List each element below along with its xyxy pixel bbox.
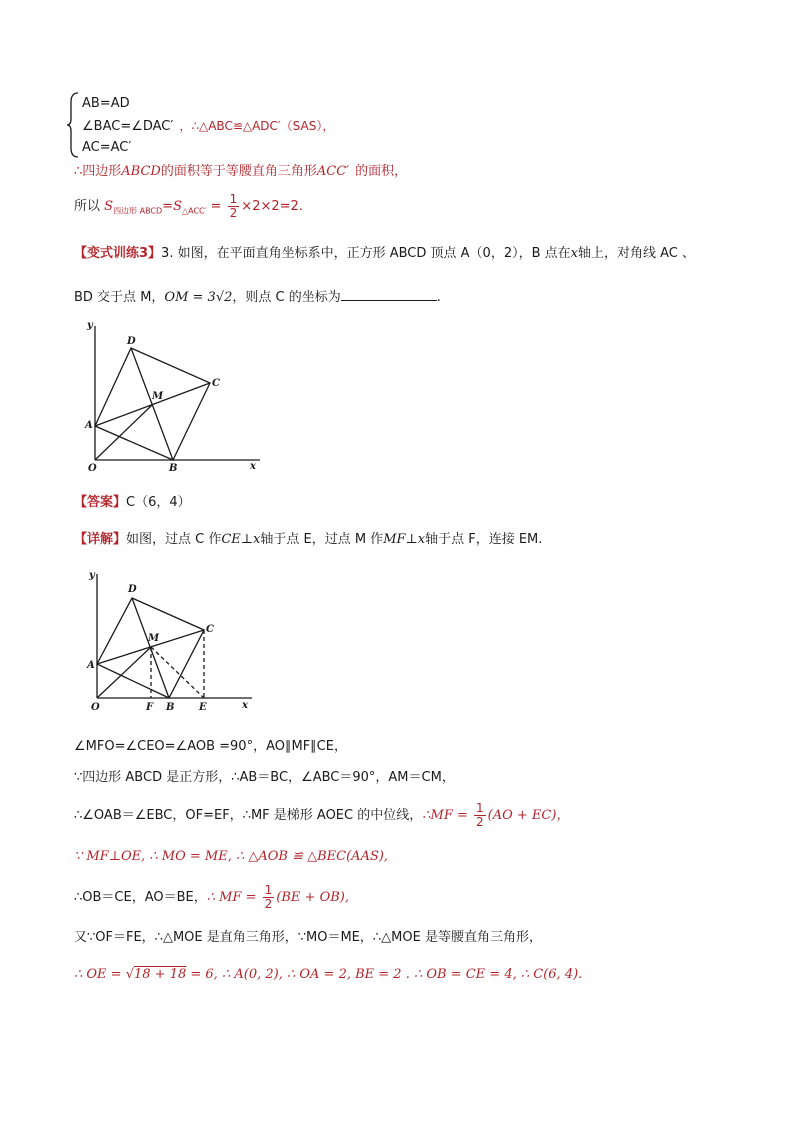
figure-1 bbox=[80, 318, 270, 478]
fig1-label-a: A bbox=[85, 420, 93, 431]
fig2-label-y: y bbox=[89, 570, 95, 581]
fig2-label-b: B bbox=[166, 702, 175, 713]
fig2-label-e: E bbox=[199, 702, 207, 713]
fig2-label-x: x bbox=[242, 700, 248, 711]
exercise-line-1: 【变式训练3】3. 如图，在平面直角坐标系中，正方形 ABCD 顶点 A（0，2），B 点在x轴上，对角线 AC 、 bbox=[74, 246, 695, 261]
fig2-label-a: A bbox=[87, 660, 95, 671]
fig1-label-b: B bbox=[169, 463, 178, 474]
step-6: 又∵OF＝FE，∴△MOE 是直角三角形，∵MO＝ME，∴△MOE 是等腰直角三角形， bbox=[74, 930, 542, 945]
exercise-line-2: BD 交于点 M，OM = 3√2，则点 C 的坐标为 . bbox=[74, 290, 441, 305]
detail-line: 【详解】如图，过点 C 作CE⊥x轴于点 E，过点 M 作MF⊥x轴于点 F，连接 EM. bbox=[74, 532, 543, 547]
area-formula: 所以 $S_{四边形 ABCD}=S_{\triangle ACC'}$ = $\frac{1}{2}$ ×2×2=2. bbox=[74, 192, 303, 220]
fig1-label-o: O bbox=[88, 463, 97, 474]
fig1-label-x: x bbox=[250, 461, 256, 472]
fig2-label-o: O bbox=[91, 702, 100, 713]
step-5: ∴OB＝CE，AO＝BE，∴ MF = $\frac{1}{2}$ (BE + OB), bbox=[74, 883, 349, 911]
step-2: ∵四边形 ABCD 是正方形，∴AB＝BC，∠ABC＝90°，AM＝CM， bbox=[74, 770, 455, 785]
step-4: ∵ MF⊥OE, ∴ MO = ME, ∴ △AOB ≌ △BEC(AAS), bbox=[74, 849, 389, 864]
figure-2 bbox=[82, 566, 262, 716]
fig2-label-c: C bbox=[206, 624, 214, 635]
fig2-label-m: M bbox=[148, 633, 160, 644]
step-3: ∴∠OAB＝∠EBC，OF=EF，∴MF 是梯形 AOEC 的中位线，∴MF = $\frac{1}{2}$ (AO + EC)， bbox=[74, 801, 570, 829]
fig1-label-y: y bbox=[87, 320, 93, 331]
fig1-label-c: C bbox=[212, 378, 220, 389]
system-conclusion: ，∴△ABC≌△ADC′（SAS）， bbox=[179, 119, 335, 133]
fig2-label-d: D bbox=[128, 584, 137, 595]
answer-blank bbox=[341, 288, 437, 301]
answer-line: 【答案】C（6，4） bbox=[74, 495, 191, 510]
fig1-label-d: D bbox=[127, 336, 136, 347]
system-line-2: ∠BAC=∠DAC′ ，∴△ABC≌△ADC′（SAS）， bbox=[82, 119, 335, 134]
system-line-3: AC=AC′ bbox=[82, 140, 132, 155]
fig2-label-f: F bbox=[146, 702, 154, 713]
left-brace bbox=[66, 92, 80, 158]
area-statement: ∴四边形ABCD的面积等于等腰直角三角形ACC′ 的面积， bbox=[74, 164, 408, 179]
fig1-label-m: M bbox=[152, 391, 164, 402]
step-7: ∴ OE = √18 + 18 = 6, ∴ A(0, 2), ∴ OA = 2, BE = 2 . ∴ OB = CE = 4, ∴ C(6, 4). bbox=[74, 967, 583, 982]
step-1: ∠MFO=∠CEO=∠AOB =90°，AO∥MF∥CE， bbox=[74, 739, 347, 754]
system-line-1: AB=AD bbox=[82, 96, 130, 111]
